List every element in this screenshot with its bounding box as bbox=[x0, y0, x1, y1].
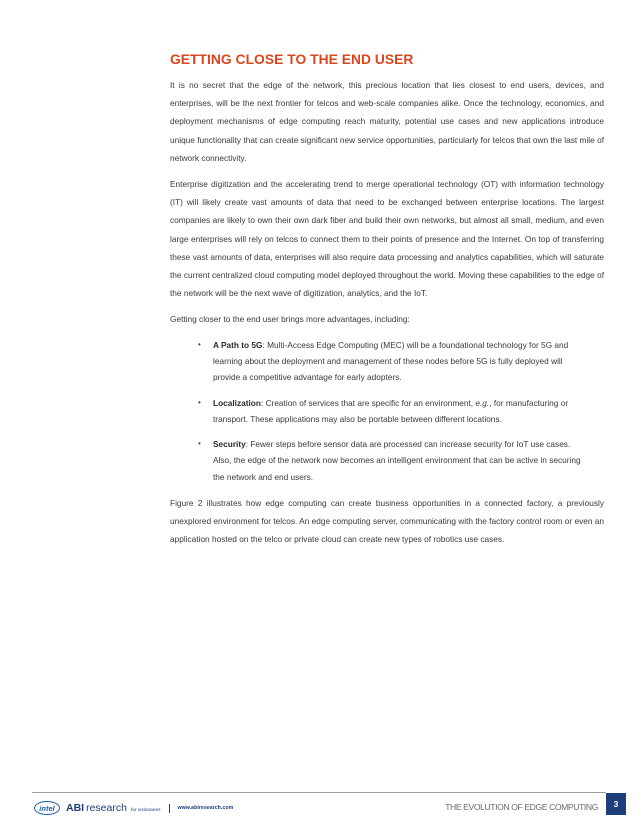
bullet-term: Security bbox=[213, 439, 246, 450]
abi-logo-mark: ABI bbox=[66, 802, 85, 814]
page-number: 3 bbox=[606, 793, 626, 815]
abi-logo-word: research bbox=[86, 802, 127, 814]
document-title: THE EVOLUTION OF EDGE COMPUTING bbox=[445, 802, 598, 812]
enterprise-paragraph: Enterprise digitization and the accelerating trend to merge operational technology (OT) with information technology (IT) will likely create vast amounts of data that need to be exchanged between enterprise locations. The largest companies are likely to own their own dark fiber and build their own networks, but almost all small, medium, and even large enterprises will rely on telcos to connect them to their points of presence and the Internet. On top of transferring these vast amounts of data, enterprises will also require data processing and analytics capabilities, which will saturate the current centralized cloud computing model deployed throughout the world. Moving these capabilities to the edge of the network will be the next wave of digitization, analytics, and the IoT. bbox=[170, 179, 605, 299]
list-item bbox=[198, 395, 604, 428]
bullet-icon: • bbox=[198, 439, 201, 449]
abi-research-logo bbox=[66, 802, 161, 814]
footer-branding bbox=[34, 799, 233, 817]
main-content bbox=[170, 52, 604, 557]
bullet-icon: • bbox=[198, 397, 201, 407]
bullet-text: : Creation of services that are specific for an environment, bbox=[260, 397, 476, 408]
bullet-italic-text: e.g. bbox=[475, 397, 490, 408]
intro-paragraph: It is no secret that the edge of the network, this precious location that lies closest to end users, devices, and enterprises, will be the next frontier for telcos and web-scale companies alike. Once the technology, economics, and deployment mechanisms of edge computing reach maturity, potential use cases and new applications introduce unique functionality that can create significant new service opportunities, particularly for telcos that own the last mile of network connectivity. bbox=[170, 80, 604, 163]
list-item bbox=[198, 436, 604, 485]
advantages-list bbox=[170, 337, 604, 485]
bullet-text: , for manufacturing or transport. These applications may also be portable between different locations. bbox=[213, 397, 569, 424]
bullet-icon: • bbox=[198, 339, 201, 349]
abi-tagline: for visionaries bbox=[130, 808, 161, 813]
advantages-lead-paragraph: Getting closer to the end user brings more advantages, including: bbox=[170, 314, 410, 325]
section-heading: GETTING CLOSE TO THE END USER bbox=[170, 52, 414, 67]
bullet-text: : Fewer steps before sensor data are processed can increase security for IoT use cases. Also, the edge of the network now becomes an intelligent environment that can be active in securing the network and end users. bbox=[213, 439, 581, 482]
list-item bbox=[198, 337, 604, 386]
bullet-text: : Multi-Access Edge Computing (MEC) will be a foundational technology for 5G and learning about the deployment and management of these nodes before 5G is fully deployed will provide a competitive advantage for early adopters. bbox=[213, 339, 569, 383]
intel-logo: intel bbox=[34, 801, 60, 815]
bullet-term: A Path to 5G bbox=[213, 339, 263, 350]
figure-reference-paragraph: Figure 2 illustrates how edge computing can create business opportunities in a connected factory, a previously unexplored environment for telcos. An edge computing server, communicating with the factory control room or even an application hosted on the telco or private cloud can create new types of robotics use cases. bbox=[170, 498, 604, 545]
footer-divider bbox=[32, 792, 606, 793]
footer-separator bbox=[169, 804, 170, 813]
bullet-term: Localization bbox=[213, 397, 261, 408]
website-link[interactable]: www.abiresearch.com bbox=[177, 805, 234, 811]
